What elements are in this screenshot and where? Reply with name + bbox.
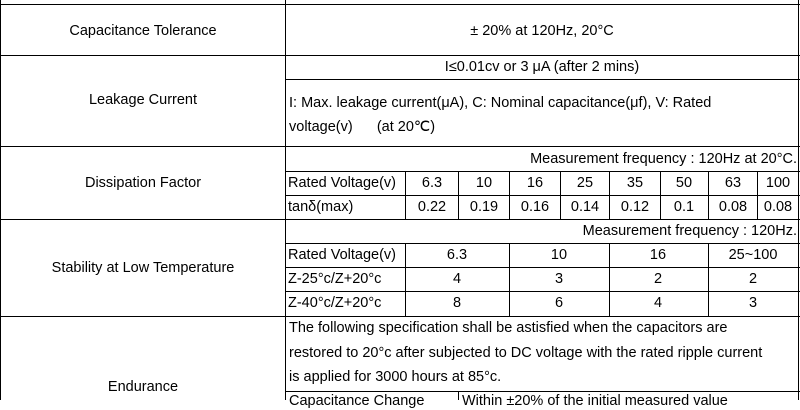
- column-divider: [509, 171, 510, 219]
- impedance-ratio-cell: 3: [554, 271, 564, 287]
- tan-delta-cell: 0.08: [763, 199, 793, 215]
- dissipation-factor-label: Dissipation Factor: [84, 175, 202, 191]
- column-divider: [458, 171, 459, 219]
- stability-voltage-row-label: Rated Voltage(v): [288, 247, 397, 263]
- tan-delta-cell: 0.08: [718, 199, 748, 215]
- tan-delta-cell: 0.14: [570, 199, 600, 215]
- row-border: [285, 195, 800, 196]
- column-divider: [708, 243, 709, 316]
- column-divider: [609, 171, 610, 219]
- leakage-current-note-line: voltage(v) (at 20℃): [289, 119, 436, 135]
- row-border: [285, 291, 800, 292]
- endurance-sub-row-value: Within ±20% of the initial measured value: [462, 393, 728, 409]
- voltage-cell: 16: [649, 247, 667, 263]
- column-divider: [458, 391, 459, 400]
- column-divider: [757, 171, 758, 219]
- voltage-cell: 6.3: [421, 175, 443, 191]
- column-divider: [660, 171, 661, 219]
- row-border: [285, 243, 800, 244]
- capacitance-tolerance-value: ± 20% at 120Hz, 20°C: [470, 23, 614, 39]
- voltage-cell: 6.3: [446, 247, 468, 263]
- leakage-current-note-line: I: Max. leakage current(μA), C: Nominal capacitance(μf), V: Rated: [289, 95, 712, 111]
- row-border: [0, 4, 800, 5]
- voltage-cell: 10: [550, 247, 568, 263]
- row-border: [0, 219, 800, 220]
- row-border: [0, 146, 800, 147]
- column-divider: [509, 243, 510, 316]
- impedance-ratio-cell: 3: [748, 295, 758, 311]
- row-border: [285, 267, 800, 268]
- leakage-current-formula: I≤0.01cv or 3 μA (after 2 mins): [444, 59, 640, 75]
- endurance-text-line: The following specification shall be astisfied when the capacitors are: [289, 320, 728, 336]
- voltage-cell: 16: [526, 175, 544, 191]
- voltage-cell: 25~100: [728, 247, 778, 263]
- stability-frequency-note: Measurement frequency : 120Hz.: [582, 223, 797, 239]
- column-divider: [609, 243, 610, 316]
- impedance-ratio-cell: 2: [748, 271, 758, 287]
- stability-z25-row-label: Z-25°c/Z+20°c: [288, 271, 382, 287]
- tan-delta-cell: 0.1: [673, 199, 695, 215]
- impedance-ratio-cell: 4: [452, 271, 462, 287]
- capacitance-tolerance-label: Capacitance Tolerance: [69, 23, 217, 39]
- dissipation-voltage-row-label: Rated Voltage(v): [288, 175, 397, 191]
- impedance-ratio-cell: 4: [653, 295, 663, 311]
- column-divider: [405, 243, 406, 316]
- tan-delta-cell: 0.22: [417, 199, 447, 215]
- column-divider: [708, 171, 709, 219]
- voltage-cell: 100: [765, 175, 791, 191]
- endurance-sub-row-label: Capacitance Change: [289, 393, 425, 409]
- voltage-cell: 25: [576, 175, 594, 191]
- voltage-cell: 50: [675, 175, 693, 191]
- dissipation-tan-row-label: tanδ(max): [288, 199, 354, 215]
- row-border: [285, 79, 800, 80]
- dissipation-frequency-note: Measurement frequency : 120Hz at 20°C.: [530, 151, 797, 167]
- leakage-current-label: Leakage Current: [88, 92, 198, 108]
- tan-delta-cell: 0.16: [520, 199, 550, 215]
- impedance-ratio-cell: 8: [452, 295, 462, 311]
- table-column-divider: [285, 0, 286, 400]
- impedance-ratio-cell: 6: [554, 295, 564, 311]
- voltage-cell: 10: [475, 175, 493, 191]
- row-border: [285, 171, 800, 172]
- endurance-label: Endurance: [107, 379, 179, 395]
- voltage-cell: 63: [724, 175, 742, 191]
- tan-delta-cell: 0.12: [620, 199, 650, 215]
- table-right-border: [798, 0, 799, 400]
- column-divider: [405, 171, 406, 219]
- endurance-text-line: is applied for 3000 hours at 85°c.: [289, 369, 502, 385]
- table-left-border: [0, 0, 1, 400]
- row-border: [0, 316, 800, 317]
- tan-delta-cell: 0.19: [469, 199, 499, 215]
- endurance-text-line: restored to 20°c after subjected to DC voltage with the rated ripple current: [289, 345, 763, 361]
- impedance-ratio-cell: 2: [653, 271, 663, 287]
- stability-label: Stability at Low Temperature: [51, 260, 235, 276]
- stability-z40-row-label: Z-40°c/Z+20°c: [288, 295, 382, 311]
- column-divider: [560, 171, 561, 219]
- row-border: [0, 55, 800, 56]
- voltage-cell: 35: [626, 175, 644, 191]
